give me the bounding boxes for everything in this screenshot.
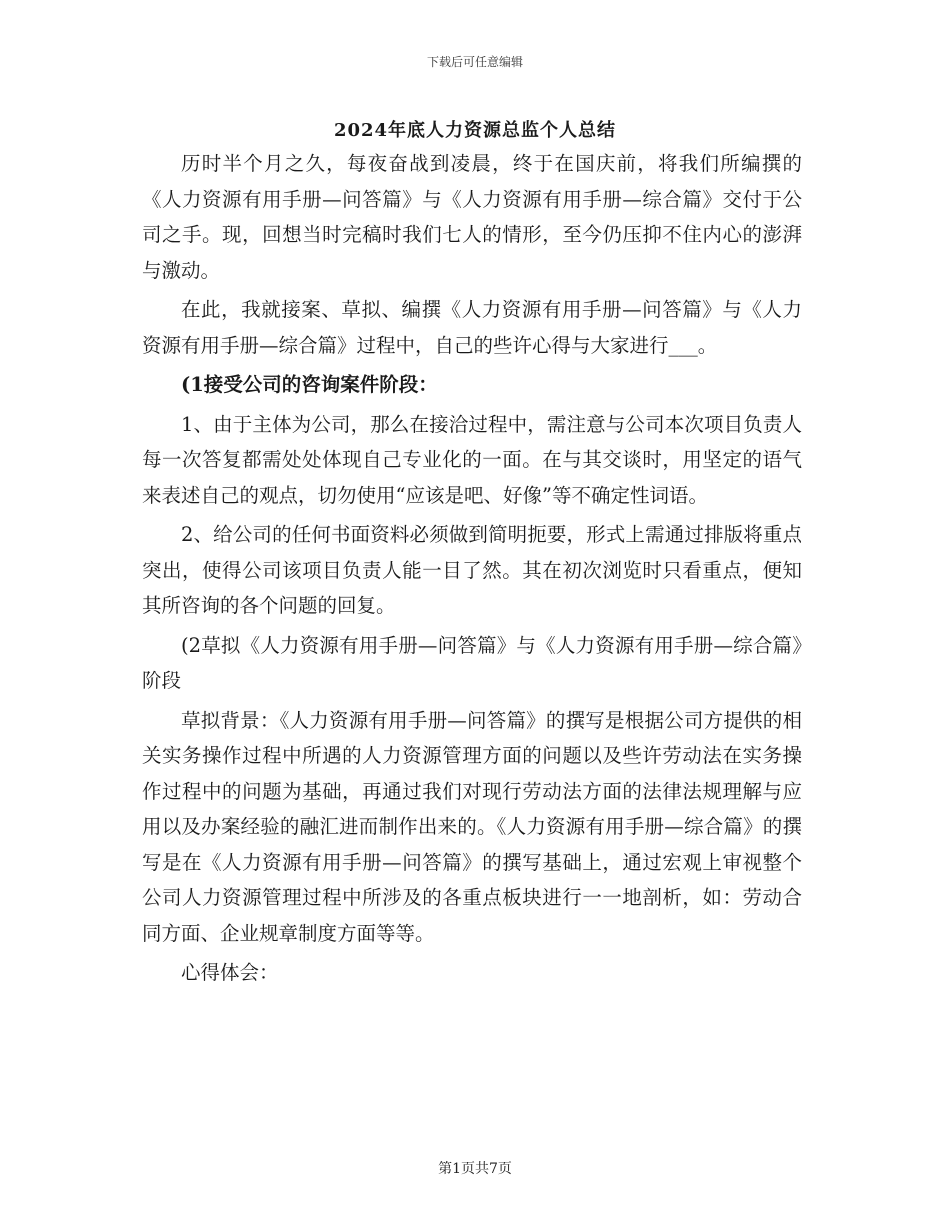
paragraph-intro: 历时半个月之久，每夜奋战到凌晨，终于在国庆前，将我们所编撰的《人力资源有用手册—问答篇》与《人力资源有用手册—综合篇》交付于公司之手。现，回想当时完稿时我们七人的情形，至今仍压抑不住内心的澎湃与激动。	[142, 152, 802, 282]
paragraph-point-1: 1、由于主体为公司，那么在接洽过程中，需注意与公司本次项目负责人每一次答复都需处处体现自己专业化的一面。在与其交谈时，用坚定的语气来表述自己的观点，切勿使用“应该是吧、好像”等不确定性词语。	[142, 412, 802, 507]
header-note: 下载后可任意编辑	[426, 55, 523, 69]
paragraph-reflections-label: 心得体会：	[181, 961, 279, 984]
document-body	[142, 146, 802, 991]
paragraph-background: 草拟背景：《人力资源有用手册—问答篇》的撰写是根据公司方提供的相关实务操作过程中所遇的人力资源管理方面的问题以及些许劳动法在实务操作过程中的问题为基础，再通过我们对现行劳动法方面的法律法规理解与应用以及办案经验的融汇进而制作出来的。《人力资源有用手册—综合篇》的撰写是在《人力资源有用手册—问答篇》的撰写基础上，通过宏观上审视整个公司人力资源管理过程中所涉及的各重点板块进行一一地剖析，如：劳动合同方面、企业规章制度方面等等。	[142, 708, 802, 945]
paragraph-sharing: 在此，我就接案、草拟、编撰《人力资源有用手册—问答篇》与《人力资源有用手册—综合篇》过程中，自己的些许心得与大家进行___。	[142, 298, 802, 357]
document-title: 2024年底人力资源总监个人总结	[333, 120, 617, 141]
section-heading-drafting: (2草拟《人力资源有用手册—问答篇》与《人力资源有用手册—综合篇》阶段	[142, 633, 802, 692]
paragraph-point-2: 2、给公司的任何书面资料必须做到简明扼要，形式上需通过排版将重点突出，使得公司该项目负责人能一目了然。其在初次浏览时只看重点，便知其所咨询的各个问题的回复。	[142, 523, 802, 617]
section-heading-consulting: (1接受公司的咨询案件阶段：	[181, 373, 438, 396]
page-number: 第1页共7页	[438, 1161, 512, 1177]
